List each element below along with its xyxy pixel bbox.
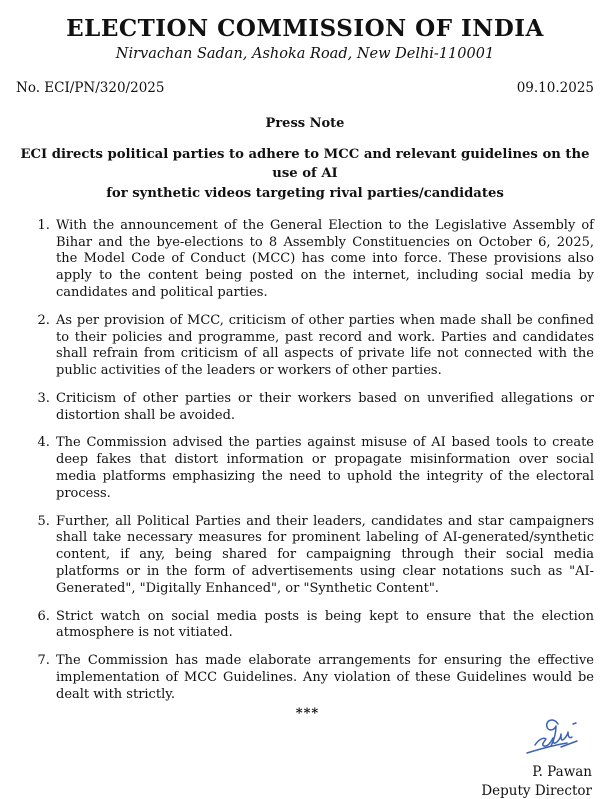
point-text-7: The Commission has made elaborate arrangements for ensuring the effective implementation of MCC Guidelines. Any violation of these Guidelines would be dealt with strictly. <box>56 653 594 702</box>
point-item-4 <box>54 435 594 502</box>
subject-line-1: ECI directs political parties to adhere to MCC and relevant guidelines on the use of AI <box>20 147 590 182</box>
signatory-name: P. Pawan <box>532 763 592 780</box>
point-item-3 <box>54 391 594 425</box>
point-item-1 <box>54 218 594 302</box>
organization-title: ELECTION COMMISSION OF INDIA <box>66 15 544 42</box>
point-text-3: Criticism of other parties or their workers based on unverified allegations or distortion shall be avoided. <box>56 390 594 423</box>
point-text-2: As per provision of MCC, criticism of other parties when made shall be confined to their policies and programme, past record and work. Parties and candidates shall refrain from criticism of all aspects of private life not connected with the public activities of the leaders or workers of other parties. <box>56 312 594 379</box>
signatory-designation: Deputy Director <box>481 782 592 799</box>
point-item-2 <box>54 313 594 380</box>
subject-heading <box>16 145 594 202</box>
signature-ink <box>527 720 577 753</box>
document-type-heading: Press Note <box>265 116 345 132</box>
press-note-points-list <box>16 218 594 704</box>
subject-line-2: for synthetic videos targeting rival parties/candidates <box>106 185 504 201</box>
point-text-4: The Commission advised the parties against misuse of AI based tools to create deep fakes that distort information or propagate misinformation over social media platforms emphasizing the need to uphold the integrity of the electoral process. <box>56 435 594 501</box>
point-item-7 <box>54 653 594 703</box>
document-date: 09.10.2025 <box>516 80 594 97</box>
signature-block <box>16 718 594 799</box>
organization-address: Nirvachan Sadan, Ashoka Road, New Delhi-110001 <box>115 46 495 63</box>
point-text-6: Strict watch on social media posts is being kept to ensure that the election atmosphere is not vitiated. <box>56 608 594 641</box>
handwritten-signature <box>514 718 582 764</box>
reference-number: No. ECI/PN/320/2025 <box>16 80 165 97</box>
point-item-6 <box>54 609 594 643</box>
point-text-5: Further, all Political Parties and their leaders, candidates and star campaigners shall take necessary measures for prominent labeling of AI-generated/synthetic content, if any, being shared for campaigning through their social media platforms or in the form of advertisements using clear notations such as "AI-Generated", "Digitally Enhanced", or "Synthetic Content". <box>56 513 594 596</box>
point-item-5 <box>54 514 594 598</box>
reference-row <box>16 80 594 96</box>
point-text-1: With the announcement of the General Election to the Legislative Assembly of Bihar and the bye-elections to 8 Assembly Constituencies on October 6, 2025, the Model Code of Conduct (MCC) has come into force. These provisions also apply to the content being posted on the internet, including social media by candidates and political parties. <box>56 217 594 300</box>
end-of-document-mark: *** <box>295 706 320 721</box>
